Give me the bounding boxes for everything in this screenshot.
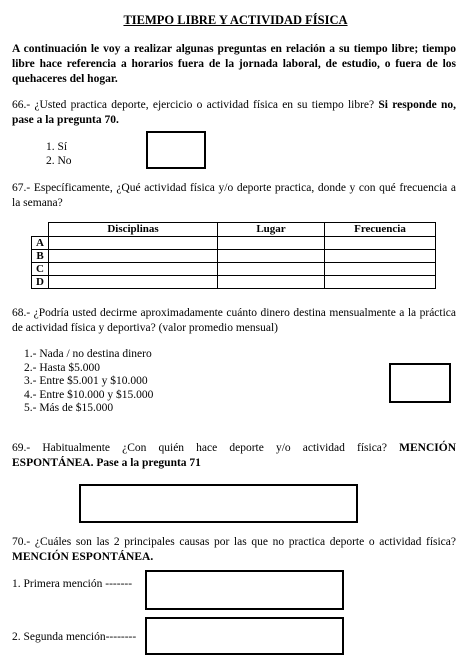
cell-disciplina-a[interactable] (49, 237, 218, 250)
cell-lugar-a[interactable] (218, 237, 325, 250)
row-label-d: D (32, 276, 49, 289)
cell-frecuencia-b[interactable] (325, 250, 436, 263)
question-69 (12, 441, 456, 471)
option-5001-10000: 3.- Entre $5.001 y $10.000 (24, 375, 148, 387)
table-row (32, 237, 436, 250)
cell-frecuencia-c[interactable] (325, 263, 436, 276)
question-69-answer-box[interactable] (79, 484, 358, 523)
cell-frecuencia-d[interactable] (325, 276, 436, 289)
question-68-text: 68.- ¿Podría usted decirme aproximadamente cuánto dinero destina mensualmente a la práctica de actividad física y deportiva? (valor promedio mensual) (12, 307, 456, 334)
question-66-options (46, 141, 72, 168)
question-66-text: 66.- ¿Usted practica deporte, ejercicio o actividad física en su tiempo libre? (12, 99, 375, 111)
option-mas-15000: 5.- Más de $15.000 (24, 402, 114, 414)
column-frecuencia: Frecuencia (325, 223, 436, 237)
question-70-text: 70.- ¿Cuáles son las 2 principales causas por las que no practica deporte o actividad física? (12, 536, 456, 548)
question-66-instruction: Si responde no, pase a la pregunta 70. (12, 99, 457, 126)
question-67-table (31, 222, 436, 289)
first-mention-answer-box[interactable] (145, 570, 344, 610)
row-label-b: B (32, 250, 49, 263)
question-68-options (24, 348, 153, 416)
question-68-answer-box[interactable] (389, 363, 451, 403)
first-mention-label: 1. Primera mención ------- (12, 578, 133, 590)
question-67-text: 67.- Específicamente, ¿Qué actividad física y/o deporte practica, donde y con qué frecuencia a la semana? (12, 182, 456, 209)
question-66 (12, 98, 456, 128)
cell-disciplina-b[interactable] (49, 250, 218, 263)
question-70 (12, 535, 456, 565)
cell-disciplina-d[interactable] (49, 276, 218, 289)
table-row (32, 250, 436, 263)
cell-disciplina-c[interactable] (49, 263, 218, 276)
option-si: 1. Sí (46, 141, 68, 153)
question-69-text: 69.- Habitualmente ¿Con quién hace deporte y/o actividad física? (12, 442, 388, 454)
row-label-a: A (32, 237, 49, 250)
question-66-answer-box[interactable] (146, 131, 206, 169)
row-label-c: C (32, 263, 49, 276)
column-disciplinas: Disciplinas (49, 223, 218, 237)
table-row (32, 276, 436, 289)
table-row (32, 263, 436, 276)
option-nada: 1.- Nada / no destina dinero (24, 348, 152, 360)
cell-lugar-c[interactable] (218, 263, 325, 276)
cell-lugar-b[interactable] (218, 250, 325, 263)
question-70-instruction: MENCIÓN ESPONTÁNEA. (12, 551, 154, 563)
intro-paragraph: A continuación le voy a realizar algunas preguntas en relación a su tiempo libre; tiempo libre hace referencia a horarios fuera de la jornada laboral, de estudio, o fuera de los quehaceres del hogar. (12, 43, 456, 85)
option-hasta-5000: 2.- Hasta $5.000 (24, 361, 101, 374)
cell-frecuencia-a[interactable] (325, 237, 436, 250)
table-corner (32, 223, 49, 237)
second-mention-answer-box[interactable] (145, 617, 344, 655)
second-mention-label: 2. Segunda mención-------- (12, 631, 137, 643)
option-10000-15000: 4.- Entre $10.000 y $15.000 (24, 388, 154, 401)
cell-lugar-d[interactable] (218, 276, 325, 289)
page-title: TIEMPO LIBRE Y ACTIVIDAD FÍSICA (123, 13, 348, 27)
question-69-instruction: MENCIÓN ESPONTÁNEA. Pase a la pregunta 71 (12, 442, 457, 469)
column-lugar: Lugar (218, 223, 325, 237)
option-no: 2. No (46, 154, 72, 167)
